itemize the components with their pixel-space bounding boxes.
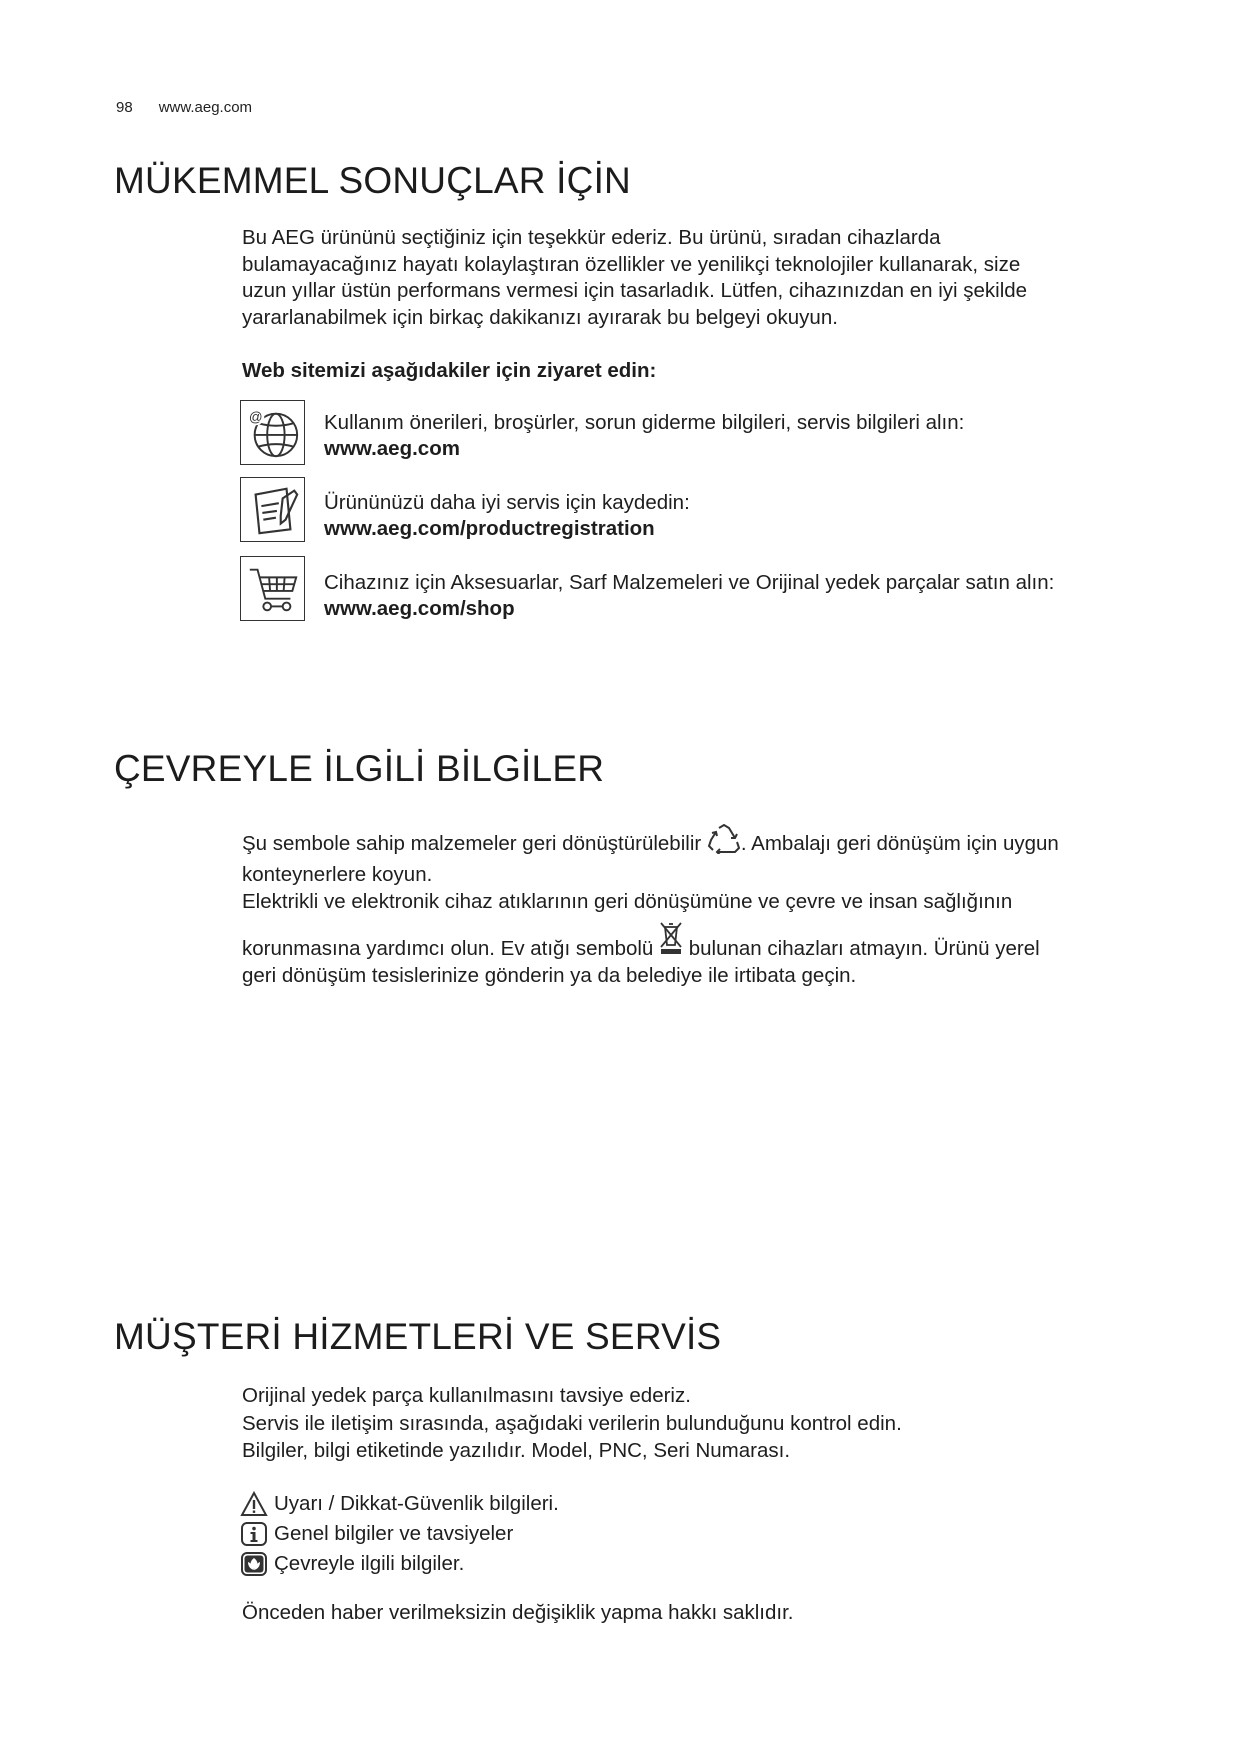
intro-paragraph [242, 225, 1142, 331]
environment-line: Elektrikli ve elektronik cihaz atıklarının geri dönüşümüne ve çevre ve insan sağlığının [242, 890, 1013, 913]
symbol-label: Uyarı / Dikkat-Güvenlik bilgileri. [274, 1492, 559, 1515]
environment-line: konteynerlere koyun. [242, 863, 433, 886]
intro-line: Bu AEG ürününü seçtiğiniz için teşekkür ederiz. Bu ürünü, sıradan cihazlarda [242, 226, 941, 249]
visit-heading: Web sitemizi aşağıdakiler için ziyaret edin: [242, 359, 657, 382]
intro-line: bulamayacağınız hayatı kolaylaştıran özellikler ve yenilikçi teknolojiler kullanarak, size [242, 252, 1021, 276]
environment-line [242, 824, 1142, 861]
environment-line-text: korunmasına yardımcı olun. Ev atığı sembolü [242, 937, 654, 960]
intro-line: uzun yıllar üstün performans vermesi için tasarladık. Lütfen, cihazınızdan en iyi şekilde [242, 279, 1028, 302]
service-line: Bilgiler, bilgi etiketinde yazılıdır. Model, PNC, Seri Numarası. [242, 1439, 791, 1462]
environment-line-text: bulunan cihazları atmayın. Ürünü yerel [688, 937, 1040, 960]
link-description: Cihazınız için Aksesuarlar, Sarf Malzemeleri ve Orijinal yedek parçalar satın alın: [324, 571, 1055, 594]
section-title-customer-service: MÜŞTERİ HİZMETLERİ VE SERVİS [114, 1316, 722, 1357]
page-number: 98 [116, 99, 133, 116]
link-description: Ürününüzü daha iyi servis için kaydedin: [324, 491, 690, 514]
symbol-label: Genel bilgiler ve tavsiyeler [274, 1522, 514, 1545]
environment-line-text: . Ambalajı geri dönüşüm için uygun [740, 832, 1059, 855]
environment-line-text: Şu sembole sahip malzemeler geri dönüştürülebilir [242, 832, 702, 855]
section-title-environment: ÇEVREYLE İLGİLİ BİLGİLER [114, 748, 605, 789]
crossed-bin-icon [659, 921, 683, 962]
environment-icon [240, 1551, 268, 1577]
symbol-row-info [240, 1520, 513, 1548]
link-item-support [324, 410, 1204, 462]
warning-triangle-icon [240, 1491, 268, 1517]
link-description: Kullanım önerileri, broşürler, sorun giderme bilgileri, servis bilgileri alın: [324, 411, 965, 434]
service-paragraph [242, 1382, 1142, 1465]
link-item-shop [324, 570, 1204, 622]
symbol-label: Çevreyle ilgili bilgiler. [274, 1552, 465, 1575]
globe-at-icon [240, 400, 305, 465]
link-url-aeg[interactable]: www.aeg.com [324, 437, 460, 460]
section-title-results: MÜKEMMEL SONUÇLAR İÇİN [114, 160, 631, 201]
environment-line [242, 921, 1142, 962]
page-header [116, 99, 252, 116]
environment-line: geri dönüşüm tesislerinize gönderin ya da belediye ile irtibata geçin. [242, 964, 857, 987]
registration-form-icon [240, 477, 305, 542]
intro-line: yararlanabilmek için birkaç dakikanızı ayırarak bu belgeyi okuyun. [242, 305, 838, 329]
shopping-cart-icon [240, 556, 305, 621]
symbol-row-environment [240, 1550, 464, 1578]
environment-paragraph [242, 824, 1142, 989]
change-notice: Önceden haber verilmeksizin değişiklik yapma hakkı saklıdır. [242, 1601, 794, 1624]
service-line: Servis ile iletişim sırasında, aşağıdaki verilerin bulunduğunu kontrol edin. [242, 1411, 902, 1435]
symbol-row-warning [240, 1490, 559, 1518]
link-url-registration[interactable]: www.aeg.com/productregistration [324, 517, 655, 540]
recycle-icon [707, 824, 741, 861]
header-site: www.aeg.com [158, 99, 253, 116]
svg-text:@: @ [248, 408, 263, 424]
service-line: Orijinal yedek parça kullanılmasını tavsiye ederiz. [242, 1384, 691, 1407]
info-icon [240, 1521, 268, 1547]
link-url-shop[interactable]: www.aeg.com/shop [324, 597, 515, 620]
link-item-registration [324, 490, 1204, 542]
